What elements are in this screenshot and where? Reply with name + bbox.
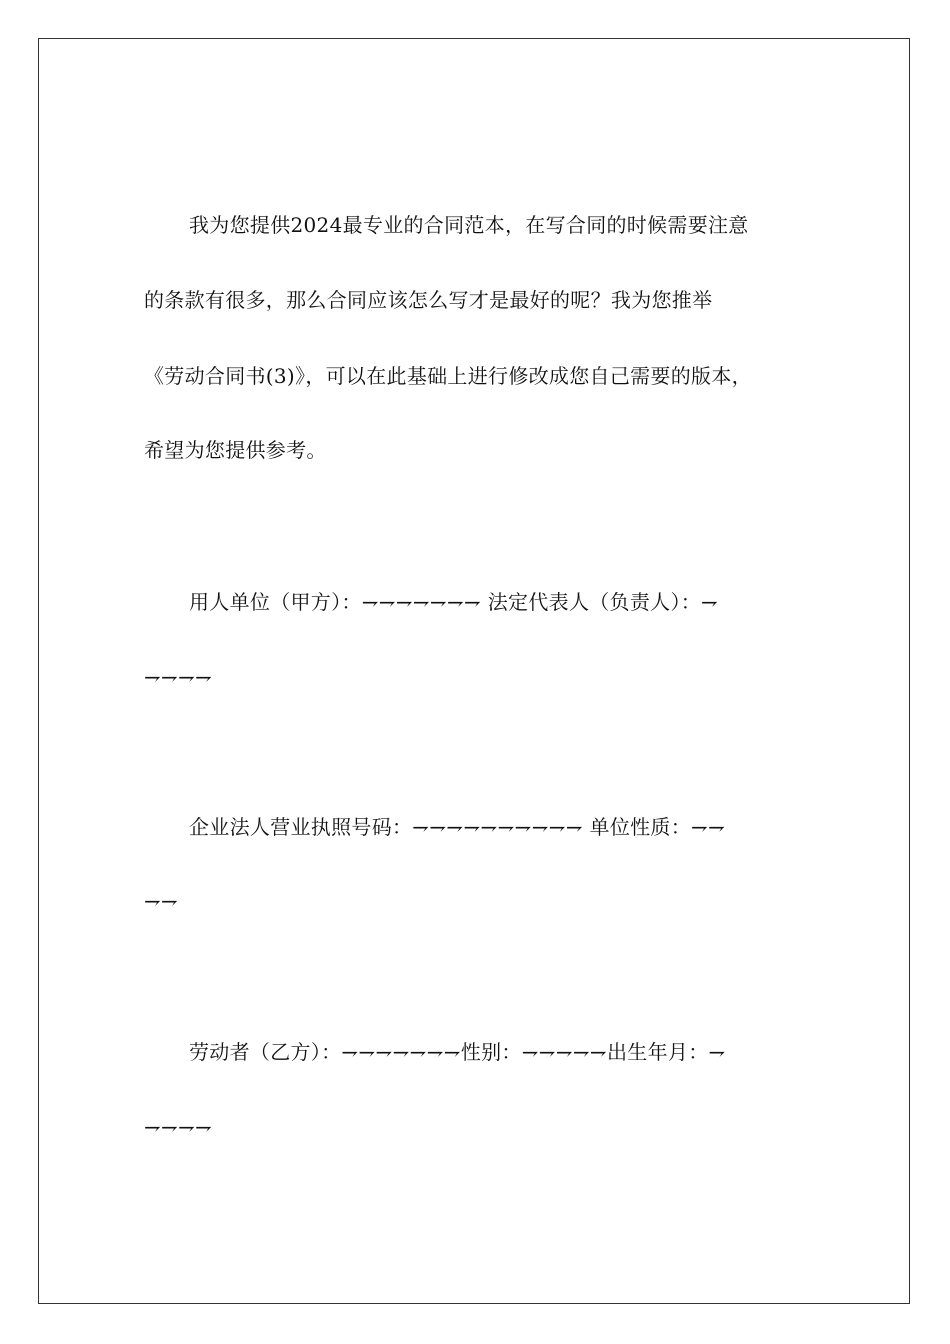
employer-field-line-1: 用人单位（甲方）：⇁⇁⇁⇁⇁⇁⇁ 法定代表人（负责人）：⇁: [189, 590, 719, 614]
employee-field-line-1: 劳动者（乙方）：⇁⇁⇁⇁⇁⇁⇁性别：⇁⇁⇁⇁⇁出生年月：⇁: [189, 1040, 726, 1064]
intro-paragraph-line-4: 希望为您提供参考。: [144, 438, 327, 462]
employee-field-line-2: ⇁⇁⇁⇁: [144, 1115, 213, 1139]
intro-paragraph-line-2: 的条款有很多，那么合同应该怎么写才是最好的呢？我为您推举: [144, 288, 713, 312]
employer-field-line-2: ⇁⇁⇁⇁: [144, 665, 213, 689]
license-field-line-2: ⇁⇁: [144, 889, 179, 913]
license-field-line-1: 企业法人营业执照号码：⇁⇁⇁⇁⇁⇁⇁⇁⇁⇁ 单位性质：⇁⇁: [189, 815, 726, 839]
intro-paragraph-line-3: 《劳动合同书(3)》，可以在此基础上进行修改成您自己需要的版本，: [144, 364, 752, 388]
intro-paragraph-line-1: 我为您提供2024最专业的合同范本，在写合同的时候需要注意: [189, 213, 749, 237]
